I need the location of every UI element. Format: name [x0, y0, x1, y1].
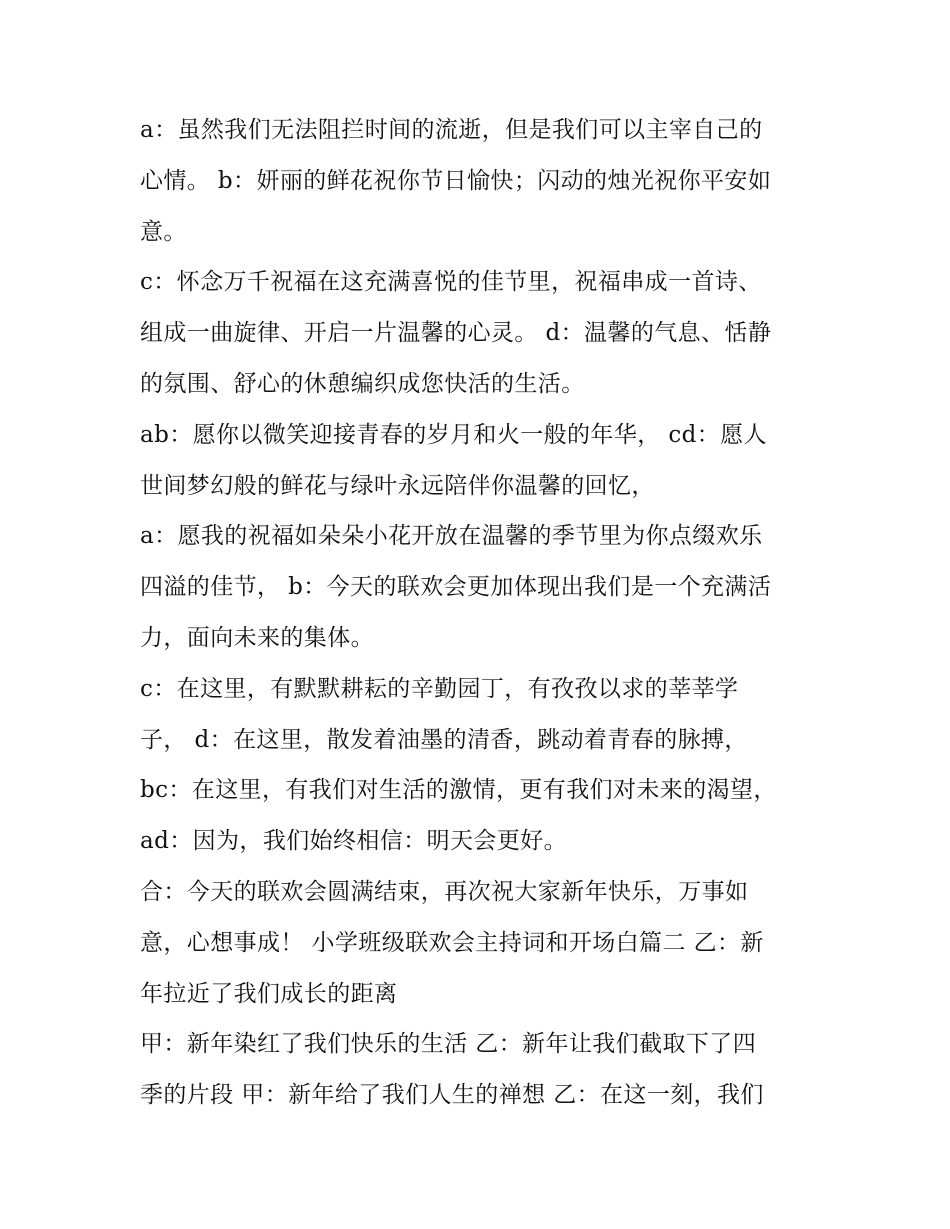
text-line: bc：在这里，有我们对生活的激情，更有我们对未来的渴望，: [140, 777, 777, 804]
text-line: 合：今天的联欢会圆满结束，再次祝大家新年快乐，万事如: [140, 878, 749, 905]
text-line: 年拉近了我们成长的距离: [140, 980, 398, 1007]
text-line: ad：因为，我们始终相信：明天会更好。: [140, 828, 568, 855]
text-line: 组成一曲旋律、开启一片温馨的心灵。 d：温馨的气息、恬静: [140, 320, 772, 347]
text-line: 心情。 b：妍丽的鲜花祝你节日愉快；闪动的烛光祝你平安如: [140, 167, 772, 194]
text-line: 力，面向未来的集体。: [140, 624, 374, 651]
text-line: c：怀念万千祝福在这充满喜悦的佳节里，祝福串成一首诗、: [140, 269, 762, 296]
text-line: a：虽然我们无法阻拦时间的流逝，但是我们可以主宰自己的: [140, 117, 763, 143]
text-line: ab：愿你以微笑迎接青春的岁月和火一般的年华， cd：愿人: [140, 421, 767, 448]
text-line: 甲：新年染红了我们快乐的生活 乙：新年让我们截取下了四: [140, 1031, 757, 1058]
text-line: 的氛围、舒心的休憩编织成您快活的生活。: [140, 370, 585, 397]
text-line: 意。: [140, 218, 187, 245]
text-line: 意，心想事成！ 小学班级联欢会主持词和开场白篇二 乙：新: [140, 929, 764, 956]
text-line: 季的片段 甲：新年给了我们人生的禅想 乙：在这一刻，我们: [140, 1082, 764, 1109]
text-line: 四溢的佳节， b：今天的联欢会更加体现出我们是一个充满活: [140, 574, 772, 601]
text-line: 世间梦幻般的鲜花与绿叶永远陪伴你温馨的回忆，: [140, 472, 655, 499]
text-line: 子， d：在这里，散发着油墨的清香，跳动着青春的脉搏，: [140, 726, 748, 753]
text-line: a：愿我的祝福如朵朵小花开放在温馨的季节里为你点缀欢乐: [140, 523, 763, 550]
document-body: [140, 105, 812, 1121]
text-line: c：在这里，有默默耕耘的辛勤园丁，有孜孜以求的莘莘学: [140, 675, 739, 702]
